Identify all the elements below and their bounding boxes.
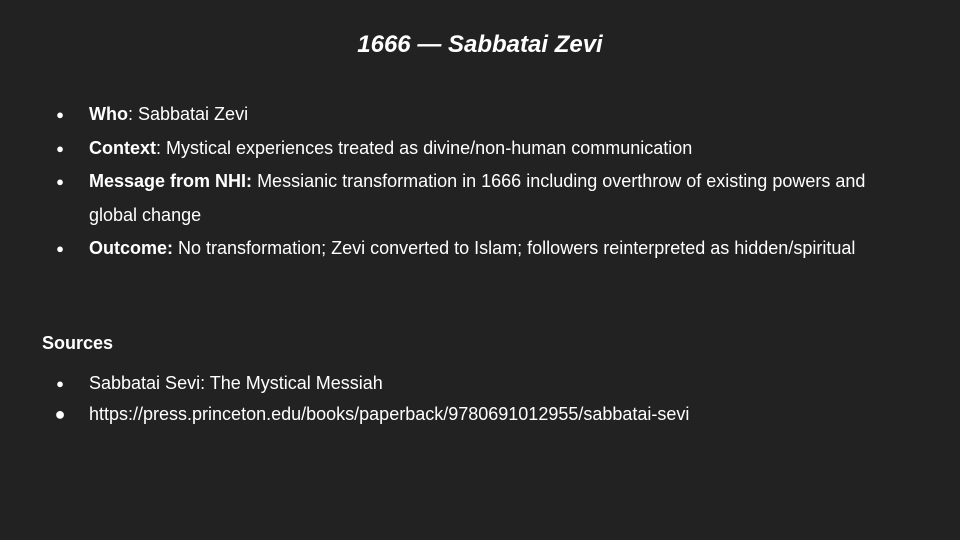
bullet-text: Sabbatai Zevi — [138, 104, 249, 124]
bullet-dot-icon: ● — [54, 404, 66, 424]
bullet-text: Mystical experiences treated as divine/non-human communication — [166, 137, 693, 158]
bullet-dot-icon: ● — [56, 107, 64, 122]
bullet-dot-icon: ● — [56, 376, 64, 391]
bullet-label: Who — [89, 104, 128, 124]
bullet-dot-icon: ● — [56, 241, 64, 256]
source-item-book — [52, 368, 912, 399]
bullet-separator: : — [127, 104, 138, 124]
bullet-separator: : — [156, 137, 167, 158]
source-title: Sabbatai Sevi: The Mystical Messiah — [89, 373, 383, 393]
sources-heading: Sources — [42, 333, 114, 353]
source-item-link — [52, 399, 912, 430]
source-url-link[interactable]: https://press.princeton.edu/books/paperback/9780691012955/sabbatai-sevi — [89, 404, 690, 424]
bullet-label: Context — [89, 137, 156, 158]
bullet-text: No transformation; Zevi converted to Islam; followers reinterpreted as hidden/spiritual — [178, 238, 856, 258]
bullet-dot-icon: ● — [56, 174, 64, 189]
bullet-item-outcome — [52, 232, 912, 266]
content-bullet-list — [52, 98, 912, 266]
sources-list — [52, 368, 912, 430]
bullet-label: Outcome: — [89, 238, 174, 258]
bullet-item-context — [52, 132, 912, 166]
bullet-item-who — [52, 98, 912, 132]
bullet-item-message — [52, 165, 912, 232]
slide-title: 1666 — Sabbatai Zevi — [357, 31, 603, 58]
bullet-text: Messianic transformation in 1666 including overthrow of existing powers and global change — [89, 171, 866, 225]
bullet-label: Message from NHI: — [89, 171, 253, 191]
bullet-dot-icon: ● — [56, 140, 64, 156]
